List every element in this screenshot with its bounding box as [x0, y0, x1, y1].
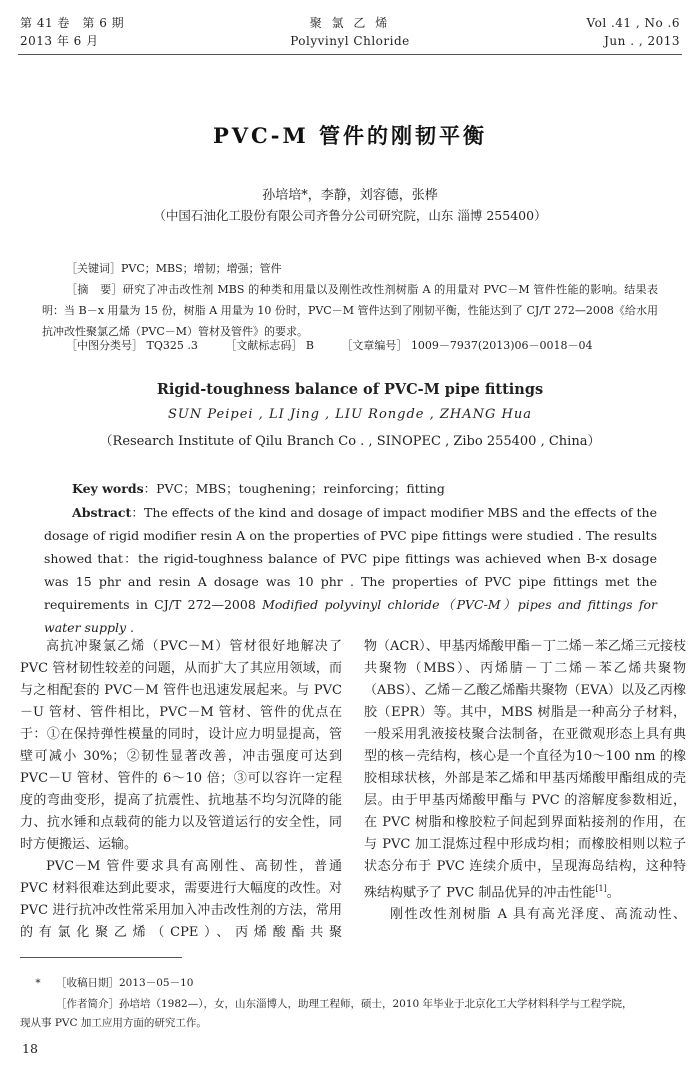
volume-issue-en: Vol .41 , No .6 [586, 16, 680, 30]
affiliation-en: （Research Institute of Qilu Branch Co . , SINOPEC , Zibo 255400 , China） [99, 434, 601, 449]
body-paragraph-text: 物（ACR）、甲基丙烯酸甲酯－丁二烯－苯乙烯三元接枝共聚物（MBS）、丙烯腈－丁二烯－苯乙烯共聚物（ABS）、乙烯－乙酸乙烯酯共聚物（EVA）以及乙丙橡胶（EPR）等。其中，MBS 树脂是一种高分子材料，一般采用乳液接枝聚合法制备，在亚微观形态上具有典型的核－壳结构，核心是一个直径为10～100 nm 的橡胶相球状核，外部是苯乙烯和甲基丙烯酸甲酯组成的壳层。由于甲基丙烯酸甲酯与 PVC 的溶解度参数相近，在 PVC 树脂和橡胶粒子间起到界面粘接剂的作用，在与 PVC 加工混炼过程中形成均相；而橡胶相则以粒子状态分布于 PVC 连续介质中，呈现海岛结构，这种特殊结构赋予了 PVC 制品优异的冲击性能 [364, 639, 686, 901]
abstract-cn [42, 279, 658, 342]
affiliation-cn: （中国石油化工股份有限公司齐鲁分公司研究院，山东 淄博 255400） [153, 208, 547, 223]
keywords-en-text: ：PVC；MBS；toughening；reinforcing；fitting [143, 481, 445, 496]
received-value: 2013－05－10 [119, 977, 194, 989]
doc-code-value: B [305, 339, 314, 352]
body-column-right [364, 636, 686, 926]
authors-cn: 孙培培*，李静，刘容德，张桦 [262, 188, 438, 203]
classification-line [66, 335, 682, 356]
footnote-rule [20, 957, 182, 958]
keywords-cn-text: PVC；MBS；增韧；增强；管件 [121, 262, 282, 275]
clc-label: ［中图分类号］ [66, 339, 143, 352]
keywords-en-label: Key words [72, 481, 144, 496]
date-cn: 2013 年 6 月 [20, 34, 99, 48]
page-number: 18 [22, 1041, 38, 1056]
abstract-cn-label: ［摘 要］ [66, 283, 123, 296]
body-paragraph: 高抗冲聚氯乙烯（PVC－M）管材很好地解决了 PVC 管材韧性较差的问题，从而扩大了其应用领域，而与之相配套的 PVC－M 管件也迅速发展起来。与 PVC－U 管材、管件相比，PVC－M 管材、管件的优点在于：①在保持弹性模量的同时，设计应力明显提高，管壁可减小 30%；②韧性显著改善，冲击强度可达到 PVC－U 管材、管件的 6～10 倍；③可以容许一定程度的弯曲变形，提高了抗震性、抗地基不均匀沉降的能力、抗水锤和点载荷的能力以及管道运行的安全性，同时方便搬运、运输。 [20, 639, 342, 852]
body-paragraph-end: 。 [606, 885, 620, 901]
clc-value: TQ325 .3 [146, 339, 198, 352]
volume-issue-cn: 第 41 卷 第 6 期 [20, 16, 125, 30]
article-number-label: ［文章编号］ [341, 339, 408, 352]
article-number-value: 1009－7937(2013)06－0018－04 [410, 339, 593, 352]
journal-name-en: Polyvinyl Chloride [290, 34, 410, 48]
doc-code-label: ［文献标志码］ [225, 339, 303, 352]
body-paragraph: 刚性改性剂树脂 A 具有高光泽度、高流动性、 [390, 907, 686, 923]
footnote-star: * [35, 977, 41, 989]
abstract-en-label: Abstract [72, 505, 132, 520]
standard-title-en: Modified polyvinyl chloride（PVC-M）pipes and fittings for water supply [44, 597, 657, 635]
author-bio-value: 孙培培（1982—），女，山东淄博人，助理工程师，硕士，2010 年毕业于北京化工大学材料科学与工程学院， [119, 998, 633, 1010]
header-rule [18, 54, 682, 55]
keywords-en [72, 479, 445, 497]
footnote-received [20, 974, 682, 993]
abstract-cn-text: 研究了冲击改性剂 MBS 的种类和用量以及刚性改性剂树脂 A 的用量对 PVC－M 管件性能的影响。结果表明：当 B－x 用量为 15 份，树脂 A 用量为 10 份时，PVC－M 管件达到了刚韧平衡，性能达到了 CJ/T 272—2008《给水用抗冲改性聚氯乙烯（PVC－M）管材及管件》的要求。 [42, 283, 659, 338]
body-column-left [20, 636, 342, 944]
body-paragraph: PVC－M 管件要求具有高刚性、高韧性，普通 PVC 材料很难达到此要求，需要进行大幅度的改性。对 PVC 进行抗冲改性常采用加入冲击改性剂的方法，常用的有氯化聚乙烯（CPE）、丙烯酸酯共聚 [20, 859, 342, 940]
authors-en: SUN Peipei , LI Jing , LIU Rongde , ZHANG Hua [167, 407, 532, 422]
abstract-en-text: ：The effects of the kind and dosage of impact modifier MBS and the effects of the dosage of rigid modifier resin A on the properties of PVC pipe fittings were studied . The results showed that：the rigid-toughness balance of PVC pipe fittings was achieved when B-x dosage was 15 phr and resin A dosage was 10 phr . The properties of PVC pipe fittings met the requirements in CJ/T 272—2008 [44, 505, 657, 612]
paper-title-cn: PVC-M 管件的刚韧平衡 [212, 123, 488, 148]
body-paragraph [364, 636, 686, 904]
journal-name-cn: 聚 氯 乙 烯 [309, 16, 391, 30]
footnote-author-cont: 现从事 PVC 加工应用方面的研究工作。 [20, 1017, 207, 1029]
date-en: Jun . , 2013 [604, 34, 680, 48]
keywords-cn-label: ［关键词］ [66, 262, 121, 275]
abstract-en [44, 501, 657, 639]
keywords-cn [42, 258, 658, 279]
journal-volume-issue-en [587, 14, 680, 50]
citation-ref: [1] [595, 884, 607, 893]
received-label: ［收稿日期］ [56, 977, 119, 989]
paper-title-en: Rigid-toughness balance of PVC-M pipe fittings [156, 381, 544, 398]
abstract-en-end: . [126, 620, 135, 635]
author-bio-label: ［作者简介］ [56, 998, 119, 1010]
footnote-author [56, 995, 686, 1014]
